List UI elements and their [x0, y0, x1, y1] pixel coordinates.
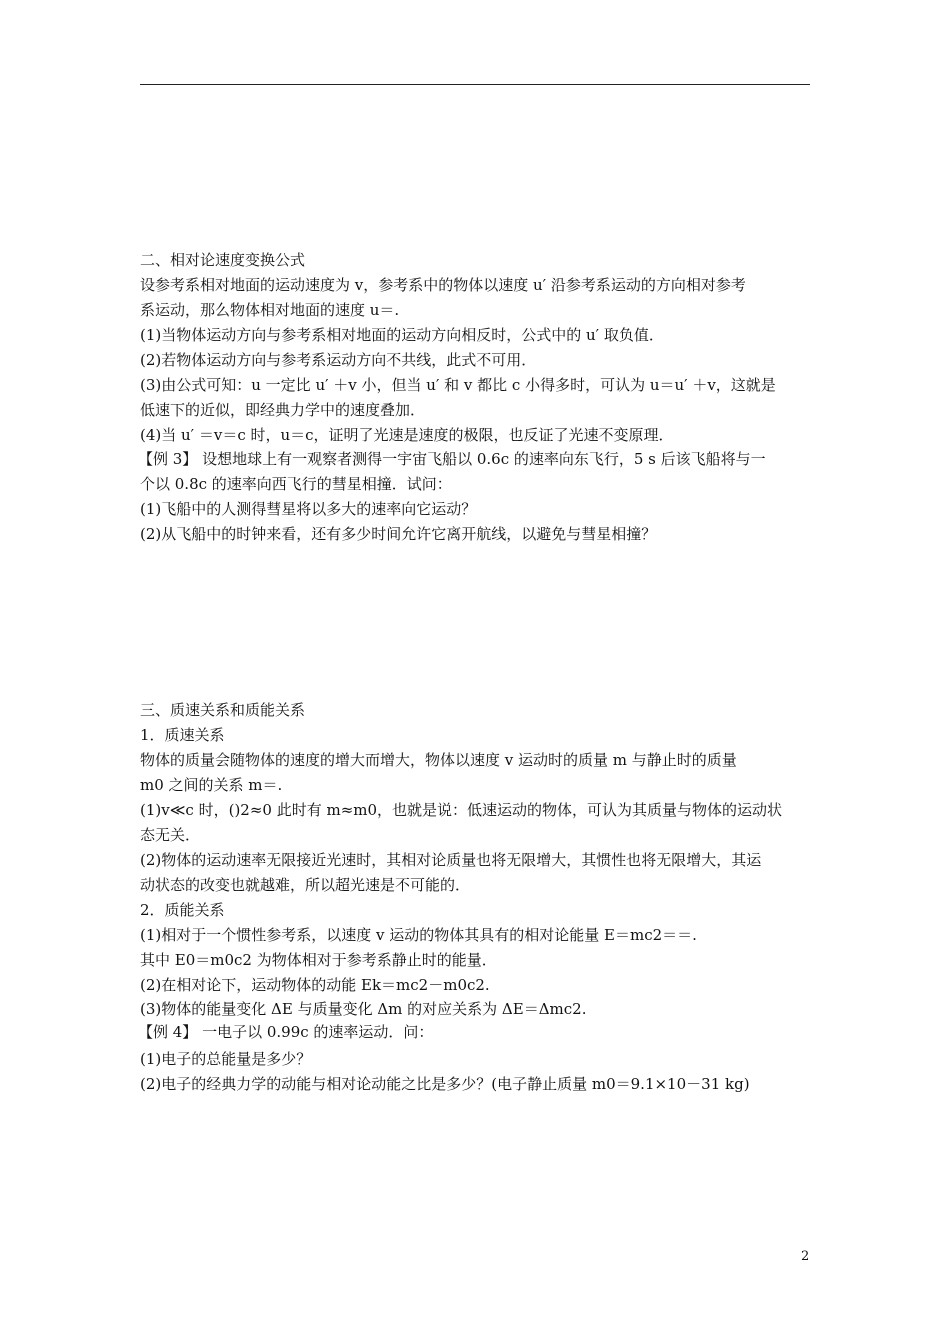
- section2-paragraph-line1: 设参考系相对地面的运动速度为 v，参考系中的物体以速度 u′ 沿参考系运动的方向相对参考: [140, 276, 746, 294]
- section3-sub1: 1．质速关系: [140, 726, 225, 744]
- section3-paragraph-line2: m0 之间的关系 m＝.: [140, 776, 283, 794]
- section3-paragraph-line1: 物体的质量会随物体的速度的增大而增大，物体以速度 v 运动时的质量 m 与静止时的质量: [140, 751, 737, 769]
- example3-question2: (2)从飞船中的时钟来看，还有多少时间允许它离开航线，以避免与彗星相撞？: [140, 525, 657, 543]
- example4-line1: 【例 4】 一电子以 0.99c 的速率运动．问：: [138, 1023, 434, 1041]
- example4-question2: (2)电子的经典力学的动能与相对论动能之比是多少？(电子静止质量 m0＝9.1×10－31 kg): [140, 1075, 750, 1093]
- header-rule: [140, 84, 810, 85]
- section3-energy3: (3)物体的能量变化 ΔE 与质量变化 Δm 的对应关系为 ΔE＝Δmc2.: [140, 1000, 587, 1018]
- section2-paragraph-line2: 系运动，那么物体相对地面的速度 u＝.: [140, 301, 400, 319]
- section3-item1-line2: 态无关．: [140, 826, 201, 844]
- section3-item1-line1: (1)v≪c 时，()2≈0 此时有 m≈m0，也就是说：低速运动的物体，可认为其质量与物体的运动状: [140, 801, 783, 819]
- section3-sub2: 2．质能关系: [140, 901, 225, 919]
- example3-question1: (1)飞船中的人测得彗星将以多大的速率向它运动？: [140, 500, 477, 518]
- section3-item2-line2: 动状态的改变也就越难，所以超光速是不可能的．: [140, 876, 471, 894]
- section2-item3-line1: (3)由公式可知：u 一定比 u′ ＋v 小，但当 u′ 和 v 都比 c 小得多时，可认为 u＝u′ ＋v，这就是: [140, 376, 776, 394]
- section3-item2-line1: (2)物体的运动速率无限接近光速时，其相对论质量也将无限增大，其惯性也将无限增大，其运: [140, 851, 762, 869]
- section2-item2: (2)若物体运动方向与参考系运动方向不共线，此式不可用．: [140, 351, 537, 369]
- section2-heading: 二、相对论速度变换公式: [140, 251, 306, 269]
- section2-item3-line2: 低速下的近似，即经典力学中的速度叠加．: [140, 401, 426, 419]
- example3-line2: 个以 0.8c 的速率向西飞行的彗星相撞．试问：: [140, 475, 452, 493]
- example4-question1: (1)电子的总能量是多少？: [140, 1050, 312, 1068]
- section3-energy2: (2)在相对论下，运动物体的动能 Ek＝mc2－m0c2.: [140, 976, 490, 994]
- section3-heading: 三、质速关系和质能关系: [140, 701, 306, 719]
- section3-energy1b: 其中 E0＝m0c2 为物体相对于参考系静止时的能量．: [140, 951, 497, 969]
- section3-energy1: (1)相对于一个惯性参考系，以速度 v 运动的物体其具有的相对论能量 E＝mc2＝＝.: [140, 926, 697, 944]
- example3-line1: 【例 3】 设想地球上有一观察者测得一宇宙飞船以 0.6c 的速率向东飞行，5 s 后该飞船将与一: [138, 450, 766, 468]
- section2-item4: (4)当 u′ ＝v＝c 时，u＝c，证明了光速是速度的极限，也反证了光速不变原理．: [140, 426, 674, 444]
- section2-item1: (1)当物体运动方向与参考系相对地面的运动方向相反时，公式中的 u′ 取负值．: [140, 326, 664, 344]
- page-number: 2: [801, 1249, 810, 1264]
